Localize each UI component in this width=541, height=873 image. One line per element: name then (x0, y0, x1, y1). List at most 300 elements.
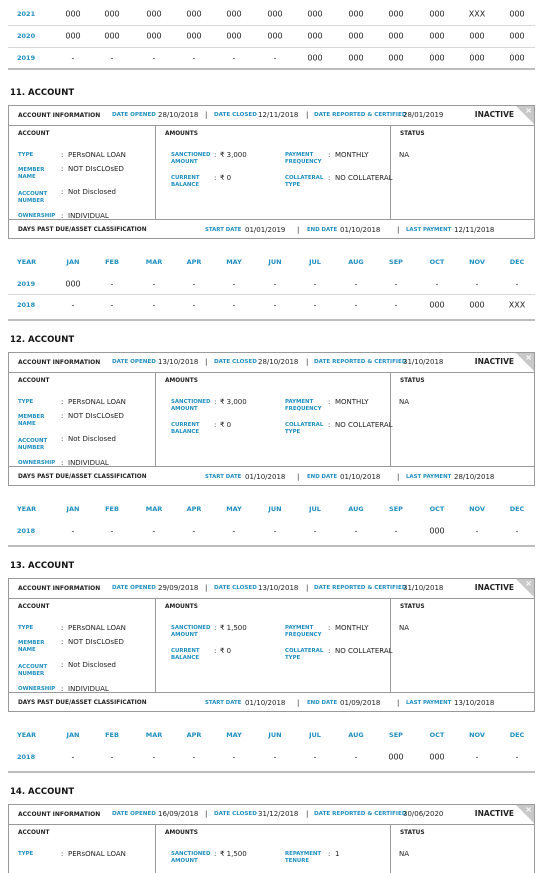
year-cell: 2018 (17, 527, 36, 535)
month-cell: 000 (429, 53, 445, 63)
colon: : (328, 151, 331, 159)
month-cell: 000 (65, 279, 81, 289)
year-cell: 2021 (17, 10, 36, 18)
colon: : (214, 174, 217, 182)
month-cell: - (313, 300, 317, 310)
month-header: JAN (66, 731, 80, 739)
status-column (391, 825, 534, 873)
account-column-header: ACCOUNT (18, 830, 50, 836)
date-reported-label: DATE REPORTED & CERTIFIED (314, 359, 407, 365)
date-reported-label: DATE REPORTED & CERTIFIED (314, 585, 407, 591)
month-header: NOV (469, 505, 485, 513)
close-icon[interactable]: × (525, 579, 532, 588)
account-info-card (8, 578, 535, 712)
month-cell: - (232, 526, 236, 536)
amounts-column (156, 599, 391, 692)
month-cell: - (273, 53, 277, 63)
close-icon[interactable]: × (525, 106, 532, 115)
colon: : (328, 398, 331, 406)
type-label: TYPE (18, 399, 34, 405)
date-opened-value: 13/10/2018 (158, 358, 199, 366)
end-date-value: 01/09/2018 (340, 699, 381, 707)
account-info-card (8, 105, 535, 239)
account-section-title: 12. ACCOUNT (10, 335, 75, 345)
amounts-column-header: AMOUNTS (165, 378, 198, 384)
month-cell: 000 (146, 31, 162, 41)
separator: | (397, 473, 400, 481)
colon: : (61, 685, 64, 693)
repayment-tenure-label: REPAYMENT TENURE (285, 851, 322, 864)
account-number-value: Not Disclosed (68, 661, 116, 669)
month-header: JUL (309, 731, 321, 739)
ownership-value: INDIVIDUAL (68, 685, 109, 693)
month-cell: - (354, 300, 358, 310)
month-header: MAR (145, 258, 163, 266)
colon: : (61, 850, 64, 858)
month-header: MAR (145, 731, 163, 739)
account-information-label: ACCOUNT INFORMATION (18, 112, 101, 119)
current-balance-label: CURRENT BALANCE (171, 175, 200, 188)
account-column (9, 599, 156, 692)
status-column (391, 599, 534, 692)
type-label: TYPE (18, 625, 34, 631)
month-header: MAR (145, 505, 163, 513)
current-balance-value: ₹ 0 (220, 421, 232, 429)
amounts-column-header: AMOUNTS (165, 131, 198, 137)
ownership-value: INDIVIDUAL (68, 459, 109, 467)
year-cell: 2018 (17, 301, 36, 309)
year-cell: 2018 (17, 753, 36, 761)
month-cell: 000 (65, 31, 81, 41)
month-header: JUN (268, 731, 282, 739)
month-cell: 000 (388, 9, 404, 19)
end-date-value: 01/10/2018 (340, 226, 381, 234)
separator: | (297, 699, 300, 707)
ownership-value: INDIVIDUAL (68, 212, 109, 220)
month-cell: 000 (429, 752, 445, 762)
date-opened-label: DATE OPENED (112, 359, 156, 365)
table-row (8, 47, 535, 69)
colon: : (214, 647, 217, 655)
month-cell: - (313, 279, 317, 289)
member-name-value: NOT DIsCLOsED (68, 638, 124, 646)
start-date-label: START DATE (205, 474, 242, 480)
date-reported-value: 30/06/2020 (403, 810, 444, 818)
month-cell: - (232, 300, 236, 310)
colon: : (61, 435, 64, 443)
type-label: TYPE (18, 851, 34, 857)
member-name-value: NOT DIsCLOsED (68, 165, 124, 173)
month-cell: - (71, 526, 75, 536)
status-column-header: STATUS (400, 604, 425, 610)
start-date-label: START DATE (205, 700, 242, 706)
sanctioned-amount-value: ₹ 3,000 (220, 151, 247, 159)
year-cell: 2019 (17, 54, 36, 62)
account-column-header: ACCOUNT (18, 604, 50, 610)
month-cell: - (354, 279, 358, 289)
sanctioned-amount-label: SANCTIONED AMOUNT (171, 851, 211, 864)
month-cell: - (273, 752, 277, 762)
status-column (391, 373, 534, 466)
current-balance-label: CURRENT BALANCE (171, 648, 200, 661)
month-header: MAY (226, 731, 242, 739)
sanctioned-amount-value: ₹ 1,500 (220, 624, 247, 632)
ownership-label: OWNERSHIP (18, 460, 56, 466)
section-bottom-border (8, 771, 535, 773)
status-column-header: STATUS (400, 378, 425, 384)
date-opened-value: 29/09/2018 (158, 584, 199, 592)
month-cell: 000 (388, 752, 404, 762)
payment-frequency-label: PAYMENT FREQUENCY (285, 152, 322, 165)
last-payment-value: 12/11/2018 (454, 226, 495, 234)
month-cell: 000 (509, 9, 525, 19)
account-info-card (8, 352, 535, 486)
colon: : (214, 398, 217, 406)
month-cell: - (475, 752, 479, 762)
month-cell: 000 (307, 53, 323, 63)
month-cell: - (110, 53, 114, 63)
separator: | (205, 358, 208, 366)
member-name-label: MEMBER NAME (18, 167, 45, 180)
amounts-column (156, 825, 391, 873)
collateral-type-value: NO COLLATERAL (335, 174, 393, 182)
last-payment-label: LAST PAYMENT (406, 227, 452, 233)
account-number-value: Not Disclosed (68, 188, 116, 196)
month-header: JUN (268, 258, 282, 266)
current-balance-label: CURRENT BALANCE (171, 422, 200, 435)
month-cell: - (313, 752, 317, 762)
section-bottom-border (8, 68, 535, 70)
month-header: SEP (389, 505, 403, 513)
month-cell: - (232, 279, 236, 289)
start-date-value: 01/10/2018 (245, 699, 286, 707)
month-cell: 000 (348, 31, 364, 41)
table-row (8, 746, 535, 768)
month-cell: - (394, 300, 398, 310)
collateral-type-value: NO COLLATERAL (335, 647, 393, 655)
last-payment-label: LAST PAYMENT (406, 474, 452, 480)
month-cell: - (354, 526, 358, 536)
type-value: PERsONAL LOAN (68, 624, 126, 632)
month-header: NOV (469, 731, 485, 739)
amounts-column-header: AMOUNTS (165, 604, 198, 610)
account-column (9, 126, 156, 219)
sanctioned-amount-label: SANCTIONED AMOUNT (171, 625, 211, 638)
close-icon[interactable]: × (525, 805, 532, 814)
type-value: PERsONAL LOAN (68, 850, 126, 858)
account-information-label: ACCOUNT INFORMATION (18, 359, 101, 366)
colon: : (61, 661, 64, 669)
month-cell: - (313, 526, 317, 536)
month-cell: - (192, 752, 196, 762)
colon: : (61, 459, 64, 467)
account-info-bar (9, 579, 534, 599)
section-bottom-border (8, 545, 535, 547)
dpd-header-bar (9, 466, 534, 486)
member-name-value: NOT DIsCLOsED (68, 412, 124, 420)
ownership-label: OWNERSHIP (18, 686, 56, 692)
sanctioned-amount-value: ₹ 3,000 (220, 398, 247, 406)
dpd-label: DAYS PAST DUE/ASSET CLASSIFICATION (18, 474, 147, 480)
sanctioned-amount-value: ₹ 1,500 (220, 850, 247, 858)
separator: | (297, 226, 300, 234)
date-closed-value: 12/11/2018 (258, 111, 299, 119)
month-cell: - (515, 752, 519, 762)
colon: : (61, 188, 64, 196)
collateral-type-label: COLLATERAL TYPE (285, 422, 324, 435)
collateral-type-label: COLLATERAL TYPE (285, 175, 324, 188)
month-cell: 000 (388, 53, 404, 63)
month-cell: 000 (509, 53, 525, 63)
repayment-tenure-value: 1 (335, 850, 340, 858)
month-cell: - (515, 526, 519, 536)
status-value: NA (399, 398, 410, 406)
table-row (8, 273, 535, 295)
colon: : (61, 412, 64, 420)
colon: : (328, 421, 331, 429)
month-header: OCT (429, 258, 445, 266)
month-cell: 000 (429, 31, 445, 41)
current-balance-value: ₹ 0 (220, 647, 232, 655)
separator: | (306, 584, 309, 592)
month-cell: XXX (508, 300, 526, 310)
date-reported-value: 31/10/2018 (403, 584, 444, 592)
type-value: PERsONAL LOAN (68, 398, 126, 406)
amounts-column (156, 126, 391, 219)
year-cell: 2020 (17, 32, 36, 40)
month-cell: 000 (65, 9, 81, 19)
month-header: APR (186, 258, 202, 266)
date-reported-label: DATE REPORTED & CERTIFIED (314, 112, 407, 118)
month-header: APR (186, 731, 202, 739)
separator: | (397, 226, 400, 234)
account-information-label: ACCOUNT INFORMATION (18, 811, 101, 818)
colon: : (61, 165, 64, 173)
month-cell: - (192, 300, 196, 310)
date-closed-label: DATE CLOSED (214, 112, 257, 118)
account-state-badge: INACTIVE (474, 357, 514, 366)
month-cell: - (152, 53, 156, 63)
month-cell: - (475, 279, 479, 289)
year-cell: YEAR (17, 258, 37, 266)
month-cell: 000 (267, 9, 283, 19)
date-closed-label: DATE CLOSED (214, 585, 257, 591)
status-column-header: STATUS (400, 830, 425, 836)
member-name-label: MEMBER NAME (18, 640, 45, 653)
month-header: OCT (429, 731, 445, 739)
month-cell: 000 (146, 9, 162, 19)
month-header: MAY (226, 258, 242, 266)
type-value: PERsONAL LOAN (68, 151, 126, 159)
date-reported-label: DATE REPORTED & CERTIFIED (314, 811, 407, 817)
account-info-bar (9, 106, 534, 126)
date-opened-value: 28/10/2018 (158, 111, 199, 119)
month-header: DEC (509, 731, 525, 739)
account-section-title: 13. ACCOUNT (10, 561, 75, 571)
month-cell: - (475, 526, 479, 536)
month-header: JUL (309, 258, 321, 266)
section-bottom-border (8, 319, 535, 321)
date-closed-label: DATE CLOSED (214, 811, 257, 817)
month-cell: 000 (469, 31, 485, 41)
date-closed-value: 28/10/2018 (258, 358, 299, 366)
month-cell: XXX (468, 9, 486, 19)
dpd-header-bar (9, 692, 534, 712)
amounts-column-header: AMOUNTS (165, 830, 198, 836)
colon: : (328, 174, 331, 182)
dpd-header-row (8, 724, 535, 746)
colon: : (61, 398, 64, 406)
month-cell: 000 (307, 9, 323, 19)
account-number-label: ACCOUNT NUMBER (18, 191, 48, 204)
colon: : (214, 151, 217, 159)
ownership-label: OWNERSHIP (18, 213, 56, 219)
month-cell: 000 (186, 9, 202, 19)
month-cell: 000 (469, 300, 485, 310)
collateral-type-label: COLLATERAL TYPE (285, 648, 324, 661)
month-header: DEC (509, 258, 525, 266)
close-icon[interactable]: × (525, 353, 532, 362)
month-cell: - (273, 279, 277, 289)
month-cell: - (192, 279, 196, 289)
month-header: AUG (348, 258, 364, 266)
dpd-label: DAYS PAST DUE/ASSET CLASSIFICATION (18, 700, 147, 706)
month-cell: 000 (429, 300, 445, 310)
table-row (8, 294, 535, 316)
separator: | (205, 111, 208, 119)
separator: | (397, 699, 400, 707)
payment-frequency-value: MONTHLY (335, 398, 369, 406)
month-cell: - (192, 53, 196, 63)
month-header: SEP (389, 258, 403, 266)
account-section-title: 11. ACCOUNT (10, 88, 75, 98)
current-balance-value: ₹ 0 (220, 174, 232, 182)
status-column (391, 126, 534, 219)
separator: | (306, 111, 309, 119)
month-header: FEB (105, 258, 119, 266)
account-state-badge: INACTIVE (474, 809, 514, 818)
month-cell: - (394, 279, 398, 289)
start-date-value: 01/01/2019 (245, 226, 286, 234)
month-cell: 000 (307, 31, 323, 41)
year-cell: 2019 (17, 280, 36, 288)
month-cell: 000 (104, 9, 120, 19)
colon: : (328, 850, 331, 858)
month-cell: - (110, 752, 114, 762)
month-cell: - (515, 279, 519, 289)
account-column (9, 373, 156, 466)
date-opened-label: DATE OPENED (112, 585, 156, 591)
year-cell: YEAR (17, 505, 37, 513)
end-date-label: END DATE (307, 700, 338, 706)
month-cell: - (232, 53, 236, 63)
month-header: AUG (348, 505, 364, 513)
colon: : (61, 212, 64, 220)
colon: : (214, 421, 217, 429)
account-number-label: ACCOUNT NUMBER (18, 438, 48, 451)
month-cell: 000 (104, 31, 120, 41)
colon: : (214, 624, 217, 632)
status-column-header: STATUS (400, 131, 425, 137)
month-cell: - (71, 53, 75, 63)
separator: | (297, 473, 300, 481)
month-cell: - (152, 300, 156, 310)
month-header: APR (186, 505, 202, 513)
date-closed-value: 13/10/2018 (258, 584, 299, 592)
table-row (8, 3, 535, 25)
month-cell: 000 (429, 526, 445, 536)
status-value: NA (399, 151, 410, 159)
month-header: JUN (268, 505, 282, 513)
colon: : (61, 624, 64, 632)
account-state-badge: INACTIVE (474, 110, 514, 119)
month-cell: - (273, 526, 277, 536)
month-cell: - (192, 526, 196, 536)
end-date-label: END DATE (307, 227, 338, 233)
month-cell: - (110, 300, 114, 310)
month-cell: 000 (226, 31, 242, 41)
colon: : (61, 638, 64, 646)
last-payment-value: 28/10/2018 (454, 473, 495, 481)
amounts-column (156, 373, 391, 466)
collateral-type-value: NO COLLATERAL (335, 421, 393, 429)
month-cell: 000 (388, 31, 404, 41)
separator: | (306, 810, 309, 818)
month-cell: - (110, 279, 114, 289)
type-label: TYPE (18, 152, 34, 158)
last-payment-label: LAST PAYMENT (406, 700, 452, 706)
dpd-header-row (8, 498, 535, 520)
sanctioned-amount-label: SANCTIONED AMOUNT (171, 399, 211, 412)
account-section-title: 14. ACCOUNT (10, 787, 75, 797)
month-cell: 000 (348, 53, 364, 63)
month-cell: 000 (509, 31, 525, 41)
month-cell: 000 (429, 9, 445, 19)
month-cell: - (273, 300, 277, 310)
colon: : (328, 647, 331, 655)
account-info-bar (9, 353, 534, 373)
separator: | (205, 584, 208, 592)
month-header: JUL (309, 505, 321, 513)
month-cell: - (152, 752, 156, 762)
date-closed-value: 31/12/2018 (258, 810, 299, 818)
month-cell: 000 (469, 53, 485, 63)
account-info-bar (9, 805, 534, 825)
month-cell: 000 (226, 9, 242, 19)
month-header: FEB (105, 505, 119, 513)
account-number-value: Not Disclosed (68, 435, 116, 443)
payment-frequency-value: MONTHLY (335, 624, 369, 632)
colon: : (61, 151, 64, 159)
account-number-label: ACCOUNT NUMBER (18, 664, 48, 677)
date-closed-label: DATE CLOSED (214, 359, 257, 365)
separator: | (306, 358, 309, 366)
dpd-header-row (8, 251, 535, 273)
start-date-label: START DATE (205, 227, 242, 233)
month-cell: 000 (348, 9, 364, 19)
date-reported-value: 28/01/2019 (403, 111, 444, 119)
member-name-label: MEMBER NAME (18, 414, 45, 427)
month-header: JAN (66, 505, 80, 513)
date-reported-value: 31/10/2018 (403, 358, 444, 366)
month-header: SEP (389, 731, 403, 739)
status-value: NA (399, 624, 410, 632)
colon: : (328, 624, 331, 632)
account-column-header: ACCOUNT (18, 131, 50, 137)
year-cell: YEAR (17, 731, 37, 739)
month-cell: - (71, 752, 75, 762)
account-column-header: ACCOUNT (18, 378, 50, 384)
